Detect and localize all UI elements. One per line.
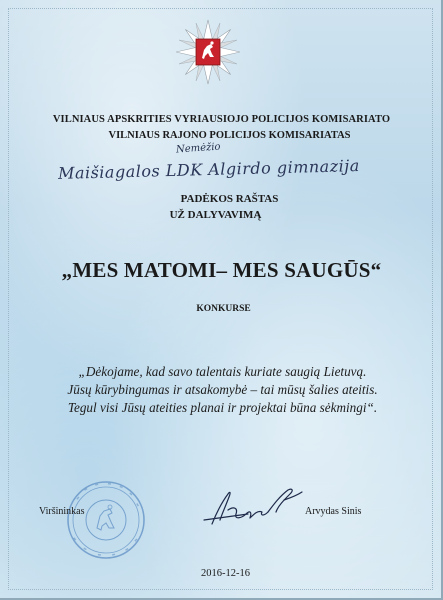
quote-line-3: Tegul visi Jūsų ateities planai ir projektai būna sėkmingi“. [67, 400, 378, 415]
issuer-line-1: VILNIAUS APSKRITIES VYRIAUSIOJO POLICIJOS KOMISARIATO [52, 114, 391, 125]
quote-line-2: Jūsų kūrybingumas ir atsakomybė – tai mūsų šalies ateitis. [67, 382, 378, 397]
signature-icon [198, 480, 308, 532]
issue-date: 2016-12-16 [201, 568, 250, 579]
signer-name: Arvydas Sinis [305, 506, 362, 517]
handwritten-note: Nemėžio [175, 141, 221, 156]
recipient-name: Maišiagalos LDK Algirdo gimnazija [57, 156, 360, 183]
signer-position: Viršininkas [39, 506, 85, 517]
award-type: PADĖKOS RAŠTAS [180, 193, 279, 205]
round-stamp-icon [64, 478, 148, 562]
police-star-emblem-icon [176, 18, 240, 90]
issuer-line-2: VILNIAUS RAJONO POLICIJOS KOMISARIATAS [108, 130, 351, 141]
contest-title: „MES MATOMI– MES SAUGŪS“ [61, 258, 382, 282]
award-reason: UŽ DALYVAVIMĄ [169, 209, 262, 221]
quote-line-1: „Dėkojame, kad savo talentais kuriate saugią Lietuvą. [78, 364, 367, 379]
contest-label: KONKURSE [196, 304, 251, 314]
